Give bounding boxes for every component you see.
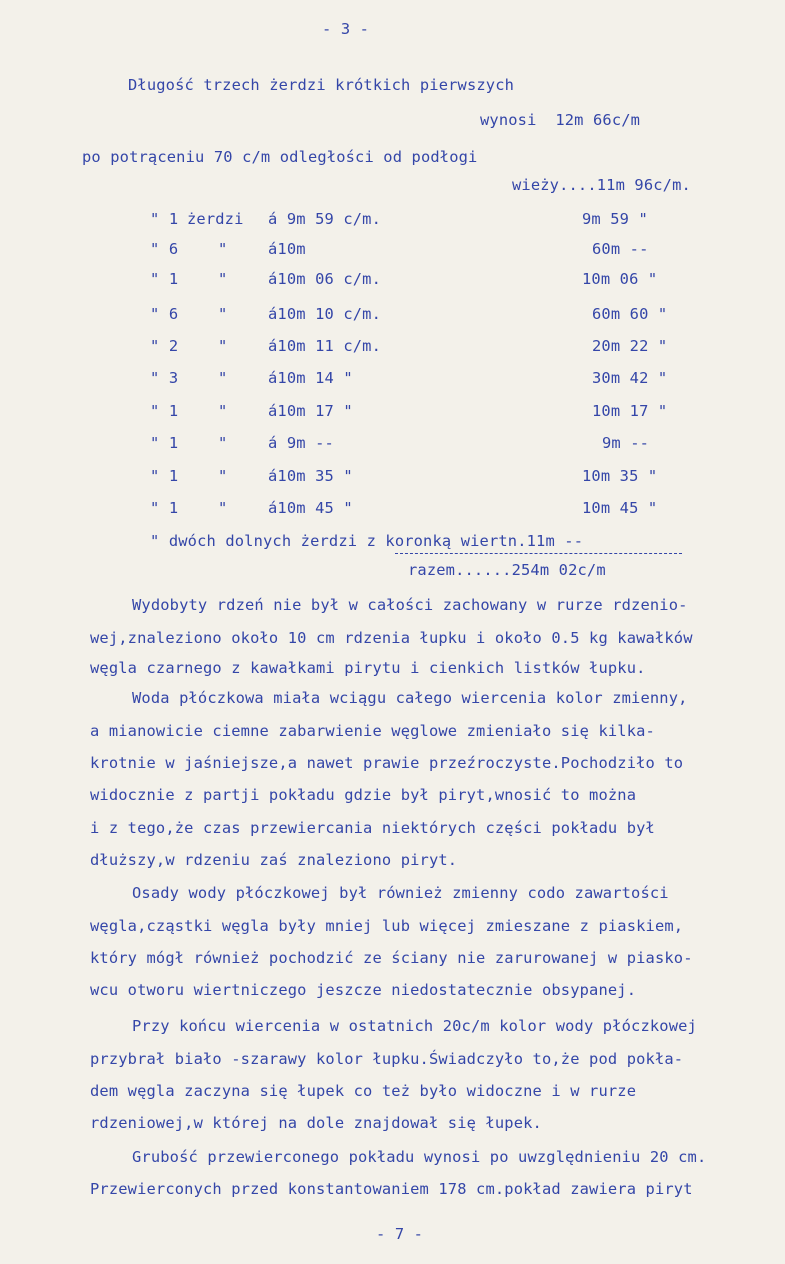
paragraph-line-10: Osady wody płóczkowej był również zmienny codo zawartości — [132, 884, 669, 902]
paragraph-line-5: a mianowicie ciemne zabarwienie węglowe zmieniało się kilka- — [90, 722, 655, 740]
table-intro-line-1-value: wynosi 12m 66c/m — [480, 111, 641, 129]
table-row-7-label: " — [218, 402, 228, 420]
table-row-3-label: " — [218, 270, 228, 288]
paragraph-line-1: Wydobyty rdzeń nie był w całości zachowany w rurze rdzenio- — [132, 596, 688, 614]
table-sum-line: razem......254m 02c/m — [408, 561, 606, 579]
paragraph-line-15: przybrał biało -szarawy kolor łupku.Świadczyło to,że pod pokła- — [90, 1050, 684, 1068]
table-row-5-length: á10m 11 c/m. — [268, 337, 381, 355]
paragraph-line-2: wej,znaleziono około 10 cm rdzenia łupku i około 0.5 kg kawałków — [90, 629, 693, 647]
table-row-1-total: 9m 59 " — [582, 210, 648, 228]
table-row-4-count: " 6 — [150, 305, 179, 323]
paragraph-line-7: widocznie z partji pokładu gdzie był piryt,wnosić to można — [90, 786, 637, 804]
paragraph-line-6: krotnie w jaśniejsze,a nawet prawie przeźroczyste.Pochodziło to — [90, 754, 684, 772]
table-row-9-total: 10m 35 " — [582, 467, 658, 485]
table-row-9-length: á10m 35 " — [268, 467, 353, 485]
table-row-4-total: 60m 60 " — [592, 305, 668, 323]
table-row-10-label: " — [218, 499, 228, 517]
table-row-9-count: " 1 — [150, 467, 179, 485]
paragraph-line-16: dem węgla zaczyna się łupek co też było widoczne i w rurze — [90, 1082, 637, 1100]
table-row-7-length: á10m 17 " — [268, 402, 353, 420]
paragraph-line-4: Woda płóczkowa miała wciągu całego wiercenia kolor zmienny, — [132, 689, 688, 707]
sum-rule — [395, 553, 682, 554]
paragraph-line-18: Grubość przewierconego pokładu wynosi po uwzględnieniu 20 cm. — [132, 1148, 707, 1166]
table-row-8-label: " — [218, 434, 228, 452]
table-row-1-length: á 9m 59 c/m. — [268, 210, 381, 228]
table-row-2-total: 60m -- — [592, 240, 649, 258]
paragraph-line-9: dłuższy,w rdzeniu zaś znaleziono piryt. — [90, 851, 458, 869]
table-row-9-label: " — [218, 467, 228, 485]
table-intro-line-1: Długość trzech żerdzi krótkich pierwszych — [128, 76, 515, 94]
table-row-5-label: " — [218, 337, 228, 355]
table-row-4-length: á10m 10 c/m. — [268, 305, 381, 323]
table-row-3-length: á10m 06 c/m. — [268, 270, 381, 288]
table-row-7-count: " 1 — [150, 402, 179, 420]
table-intro-line-2-value: wieży....11m 96c/m. — [512, 176, 691, 194]
table-row-1-count: " 1 — [150, 210, 179, 228]
table-row-5-total: 20m 22 " — [592, 337, 668, 355]
table-row-2-label: " — [218, 240, 228, 258]
table-row-6-label: " — [218, 369, 228, 387]
table-row-4-label: " — [218, 305, 228, 323]
table-row-8-total: 9m -- — [602, 434, 650, 452]
paragraph-line-8: i z tego,że czas przewiercania niektórych części pokładu był — [90, 819, 655, 837]
paragraph-line-14: Przy końcu wiercenia w ostatnich 20c/m kolor wody płóczkowej — [132, 1017, 697, 1035]
paragraph-line-17: rdzeniowej,w której na dole znajdował się łupek. — [90, 1114, 542, 1132]
paragraph-line-11: węgla,cząstki węgla były mniej lub więcej zmieszane z piaskiem, — [90, 917, 684, 935]
table-row-6-length: á10m 14 " — [268, 369, 353, 387]
table-row-2-count: " 6 — [150, 240, 179, 258]
table-row-8-length: á 9m -- — [268, 434, 334, 452]
table-row-10-count: " 1 — [150, 499, 179, 517]
table-row-5-count: " 2 — [150, 337, 179, 355]
paragraph-line-13: wcu otworu wiertniczego jeszcze niedostatecznie obsypanej. — [90, 981, 637, 999]
table-row-1-label: żerdzi — [187, 210, 244, 228]
paragraph-line-12: który mógł również pochodzić ze ściany nie zarurowanej w piasko- — [90, 949, 693, 967]
table-row-2-length: á10m — [268, 240, 306, 258]
table-row-7-total: 10m 17 " — [592, 402, 668, 420]
table-row-3-count: " 1 — [150, 270, 179, 288]
table-row-8-count: " 1 — [150, 434, 179, 452]
table-bottom-row: " dwóch dolnych żerdzi z koronką wiertn.11m -- — [150, 532, 584, 550]
page-header: - 3 - — [322, 20, 370, 38]
table-row-10-length: á10m 45 " — [268, 499, 353, 517]
paragraph-line-19: Przewierconych przed konstantowaniem 178 cm.pokład zawiera piryt — [90, 1180, 693, 1198]
table-row-3-total: 10m 06 " — [582, 270, 658, 288]
table-row-6-total: 30m 42 " — [592, 369, 668, 387]
table-intro-line-2: po potrąceniu 70 c/m odległości od podłogi — [82, 148, 478, 166]
table-row-6-count: " 3 — [150, 369, 179, 387]
table-row-10-total: 10m 45 " — [582, 499, 658, 517]
paragraph-line-3: węgla czarnego z kawałkami pirytu i cienkich listków łupku. — [90, 659, 646, 677]
page-footer: - 7 - — [376, 1225, 424, 1243]
